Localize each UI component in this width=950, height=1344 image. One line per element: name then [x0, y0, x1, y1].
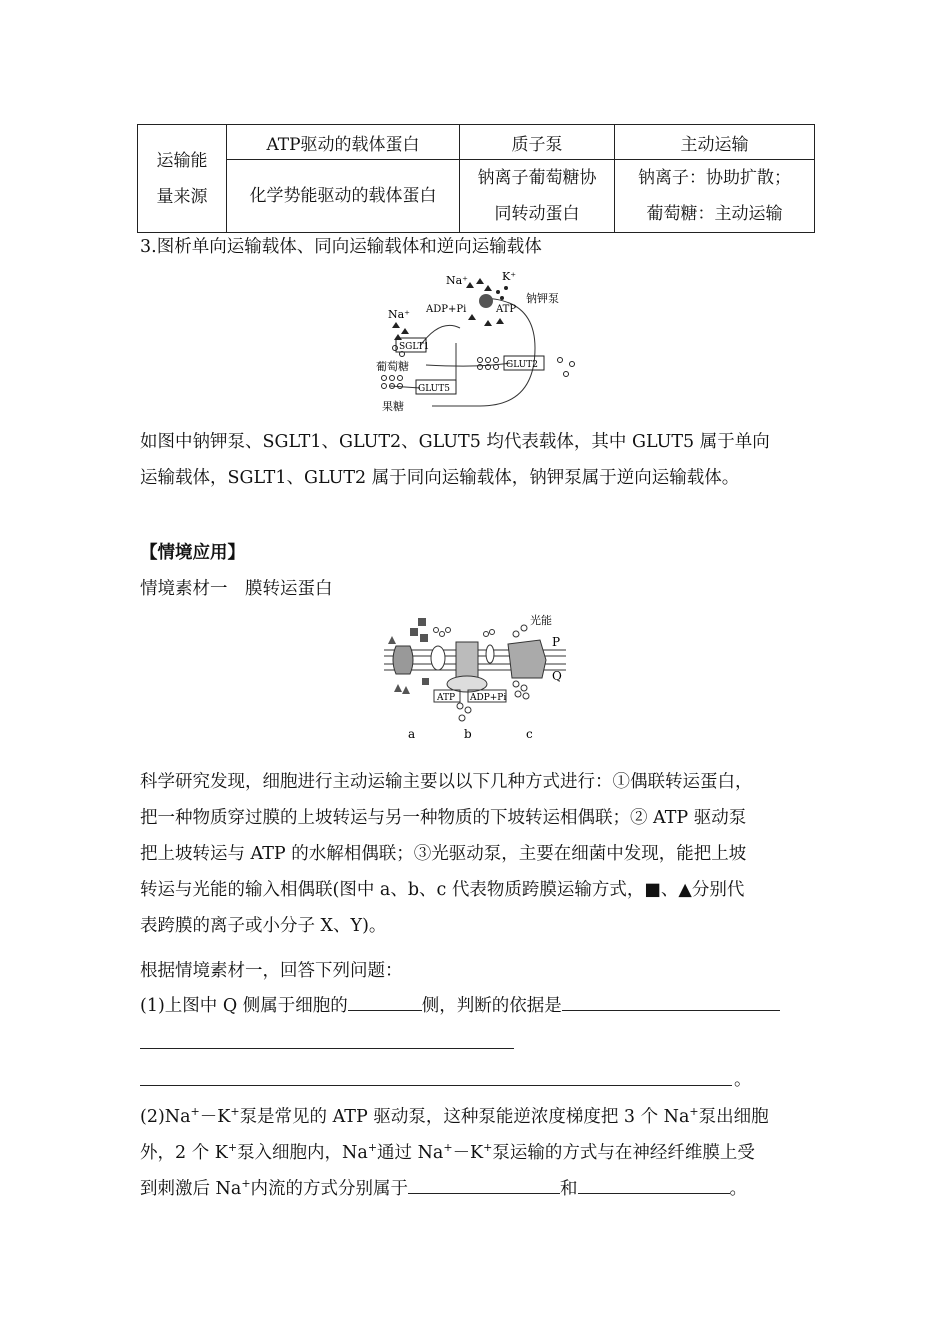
material-paragraph	[140, 764, 812, 944]
pump-body-icon	[479, 294, 493, 308]
atp-label-2: ATP	[437, 693, 456, 703]
material-title: 情境素材一 膜转运蛋白	[140, 579, 333, 599]
sup-plus: +	[190, 1105, 200, 1119]
na-top-label: Na⁺	[446, 274, 468, 287]
section3-desc-line2: 运输载体，SGLT1、GLUT2 属于同向运输载体，钠钾泵属于逆向运输载体。	[140, 468, 740, 488]
label-b: b	[464, 727, 472, 741]
fructose-label: 果糖	[382, 400, 404, 413]
pump-label: 钠钾泵	[526, 292, 559, 305]
section3-desc	[140, 424, 812, 496]
carrier-figure	[360, 268, 590, 414]
cell-mode-line1: 钠离子：协助扩散；	[638, 168, 791, 188]
q1-answer-blank-2[interactable]	[562, 992, 780, 1011]
q2-l2-b: 泵入细胞内，Na	[237, 1143, 368, 1163]
q2-l2-c: 通过 Na	[377, 1143, 444, 1163]
membrane-figure	[380, 606, 580, 746]
sup-plus: +	[230, 1105, 240, 1119]
q2-l3-b: 内流的方式分别属于	[250, 1179, 409, 1199]
cell-mode	[615, 160, 815, 233]
q2-line-1	[140, 1099, 812, 1135]
q2-line-2	[140, 1135, 812, 1171]
sup-plus: +	[689, 1105, 699, 1119]
para-line-3: 把上坡转运与 ATP 的水解相偶联；③光驱动泵，主要在细菌中发现，能把上坡	[140, 844, 747, 864]
cell-sglt-line1: 钠离子葡萄糖协	[477, 168, 597, 188]
k-top-label: K⁺	[502, 270, 517, 283]
q2-l1-c: 泵是常见的 ATP 驱动泵，这种泵能逆浓度梯度把 3 个 Na	[239, 1107, 690, 1127]
sglt1-label: SGLT1	[399, 342, 430, 352]
section3-title: 3.图析单向运输载体、同向运输载体和逆向运输载体	[140, 237, 542, 257]
para-line-1: 科学研究发现，细胞进行主动运输主要以以下几种方式进行：①偶联转运蛋白，	[140, 772, 753, 792]
light-label: 光能	[530, 614, 552, 627]
question-prompt: 根据情境素材一，回答下列问题：	[140, 961, 403, 981]
cell-sglt	[460, 160, 615, 233]
atp-label: ATP	[496, 304, 517, 315]
q1-end-mark: 。	[734, 1070, 752, 1090]
q2-l3-c: 和	[560, 1179, 578, 1199]
row-header-line1: 运输能	[156, 150, 208, 171]
q2-l1-a: (2)Na	[140, 1107, 191, 1127]
cell-proton-pump: 质子泵	[460, 125, 615, 160]
q1-text-a: (1)上图中 Q 侧属于细胞的	[140, 996, 348, 1016]
glucose-label: 葡萄糖	[376, 360, 409, 373]
q2-l2-a: 外，2 个 K	[140, 1143, 228, 1163]
transport-table	[137, 124, 815, 233]
q1-text-b: 侧，判断的依据是	[421, 996, 562, 1016]
q2-l1-b: －K	[199, 1107, 231, 1127]
section3-desc-line1: 如图中钠钾泵、SGLT1、GLUT2、GLUT5 均代表载体，其中 GLUT5 属于单向	[140, 432, 770, 452]
row-header-cell	[138, 125, 227, 233]
application-heading: 【情境应用】	[140, 543, 245, 563]
q2-answer-blank-2[interactable]	[578, 1175, 730, 1194]
q1-answer-line-2[interactable]	[140, 1048, 514, 1049]
q2-l2-e: 泵运输的方式与在神经纤维膜上受	[492, 1143, 755, 1163]
q2-l3-a: 到刺激后 Na	[140, 1179, 242, 1199]
para-line-4: 转运与光能的输入相偶联(图中 a、b、c 代表物质跨膜运输方式，■、▲分别代	[140, 880, 745, 900]
sup-plus: +	[241, 1177, 251, 1191]
sup-plus: +	[367, 1141, 378, 1155]
q1-answer-blank-1[interactable]	[348, 992, 422, 1011]
label-c: c	[526, 727, 533, 741]
side-p-label: P	[552, 635, 561, 649]
cell-chemical-carrier: 化学势能驱动的载体蛋白	[227, 160, 460, 233]
label-a: a	[408, 727, 416, 741]
q2-l2-d: －K	[452, 1143, 484, 1163]
adp-label-2: ADP+Pi	[470, 693, 507, 703]
row-header-line2: 量来源	[156, 186, 208, 207]
side-q-label: Q	[552, 669, 562, 683]
sup-plus: +	[227, 1141, 238, 1155]
para-line-5: 表跨膜的离子或小分子 X、Y)。	[140, 916, 387, 936]
cell-sglt-line2: 同转动蛋白	[494, 204, 580, 224]
question-2	[140, 1099, 812, 1207]
q2-answer-blank-1[interactable]	[408, 1175, 560, 1194]
glut5-label: GLUT5	[418, 384, 450, 394]
q2-l3-d: 。	[729, 1179, 748, 1199]
na-left-label: Na⁺	[388, 308, 410, 321]
cell-active-transport: 主动运输	[615, 125, 815, 160]
sup-plus: +	[443, 1141, 453, 1155]
q2-l1-d: 泵出细胞	[698, 1107, 769, 1127]
adp-label: ADP+Pi	[426, 304, 467, 315]
q1-answer-line-3[interactable]	[140, 1085, 732, 1086]
q2-line-3	[140, 1171, 812, 1207]
cell-atp-carrier: ATP驱动的载体蛋白	[227, 125, 460, 160]
cell-mode-line2: 葡萄糖：主动运输	[646, 204, 783, 224]
question-1	[140, 988, 812, 1024]
sup-plus: +	[483, 1141, 493, 1155]
para-line-2: 把一种物质穿过膜的上坡转运与另一种物质的下坡转运相偶联；② ATP 驱动泵	[140, 808, 747, 828]
glut2-label: GLUT2	[506, 360, 538, 370]
